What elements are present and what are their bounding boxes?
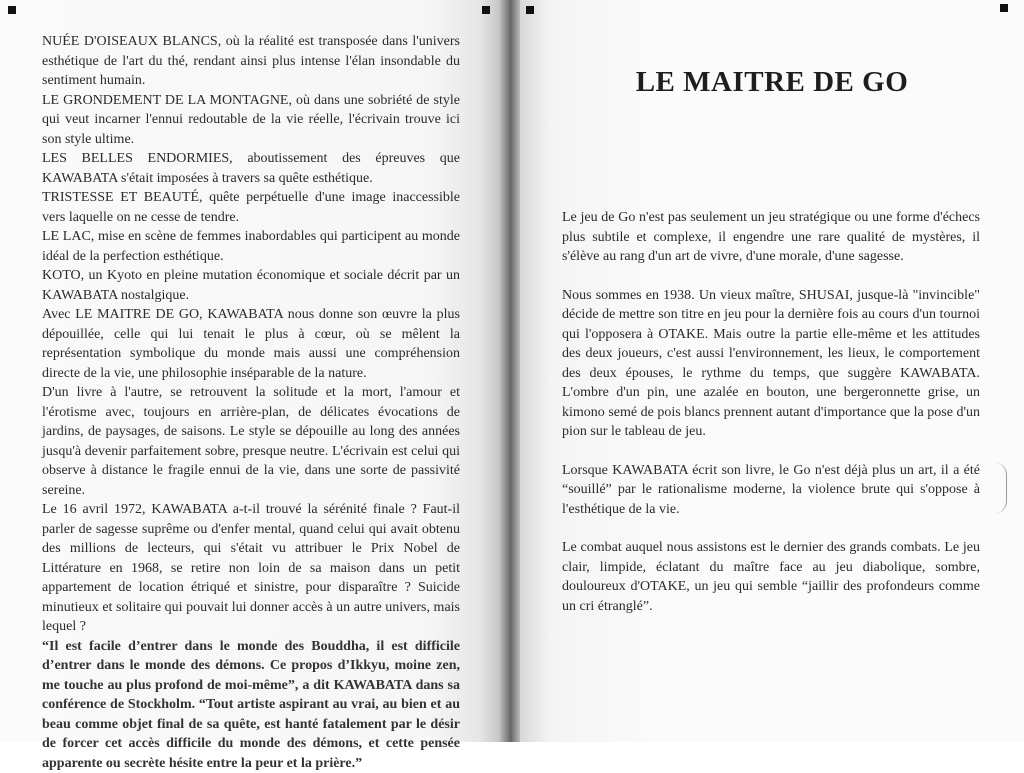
registration-mark — [1000, 4, 1008, 12]
page-title: LE MAITRE DE GO — [520, 66, 1024, 99]
right-page — [520, 0, 1024, 742]
paragraph: LES BELLES ENDORMIES, aboutissement des épreuves que KAWABATA s'était imposées à travers sa quête esthétique. — [42, 149, 460, 188]
registration-mark — [8, 6, 16, 14]
paragraph: Le 16 avril 1972, KAWABATA a-t-il trouvé la sérénité finale ? Faut-il parler de sagesse suprême ou d'enfer mental, quand celui qui avait obtenu des millions de lecteurs, qui s'était vu attribuer le Prix Nobel de Littérature en 1968, se retire non loin de sa maison dans un petit appartement de location étriqué et sinistre, pour disparaître ? Suicide minutieux et solitaire qui pouvait lui donner accès à un autre univers, mais lequel ? — [42, 500, 460, 637]
paragraph: LE LAC, mise en scène de femmes inabordables qui participent au monde idéal de la perfection esthétique. — [42, 227, 460, 266]
paragraph: Le jeu de Go n'est pas seulement un jeu stratégique ou une forme d'échecs plus subtile et complexe, il engendre une rare qualité de mystères, il s'élève au rang d'un art de vivre, d'une morale, d'une sagesse. — [562, 208, 980, 267]
paragraph: NUÉE D'OISEAUX BLANCS, où la réalité est transposée dans l'univers esthétique de l'art du thé, rendant ainsi plus intense l'élan insondable du sentiment humain. — [42, 32, 460, 91]
right-text-column — [562, 208, 980, 635]
bracket-mark — [994, 462, 1007, 514]
left-page — [0, 0, 505, 742]
paragraph: D'un livre à l'autre, se retrouvent la solitude et la mort, l'amour et l'érotisme avec, toujours en arrière-plan, de délicates évocations de jardins, de paysages, de saisons. Le style se dépouille au long des années jusqu'à devenir parfaitement sobre, presque neutre. L'écrivain est celui qui observe à distance le fragile ennui de la vie, dans une sorte de passivité sereine. — [42, 383, 460, 500]
left-text-column — [42, 32, 460, 773]
paragraph: TRISTESSE ET BEAUTÉ, quête perpétuelle d'une image inaccessible vers laquelle on ne cesse de tendre. — [42, 188, 460, 227]
paragraph: Le combat auquel nous assistons est le dernier des grands combats. Le jeu clair, limpide, éclatant du maître face au jeu diabolique, sombre, douloureux d'OTAKE, un jeu qui semble “jaillir des profondeurs comme un cri étranglé”. — [562, 538, 980, 616]
paragraph: Avec LE MAITRE DE GO, KAWABATA nous donne son œuvre la plus dépouillée, celle qui lui tenait le plus à cœur, où se mêlent la représentation symbolique du monde mais aussi une compréhension directe de la vie, une philosophie inséparable de la nature. — [42, 305, 460, 383]
quote-paragraph: “Il est facile d’entrer dans le monde des Bouddha, il est difficile d’entrer dans le monde des démons. Ce propos d’Ikkyu, moine zen, me touche au plus profond de moi-même”, a dit KAWABATA dans sa conférence de Stockholm. “Tout artiste aspirant au vrai, au bien et au beau comme objet final de sa quête, est hanté fatalement par le désir de forcer cet accès difficile du monde des démons, et cette pensée apparente ou secrète hésite entre la peur et la prière.” — [42, 637, 460, 773]
paragraph: KOTO, un Kyoto en pleine mutation économique et sociale décrit par un KAWABATA nostalgique. — [42, 266, 460, 305]
paragraph: Lorsque KAWABATA écrit son livre, le Go n'est déjà plus un art, il a été “souillé” par le rationalisme moderne, la violence brute qui s'oppose à l'esthétique de la vie. — [562, 461, 980, 520]
registration-mark — [482, 6, 490, 14]
registration-mark — [526, 6, 534, 14]
paragraph: LE GRONDEMENT DE LA MONTAGNE, où dans une sobriété de style qui veut incarner l'ennui redoutable de la vie réelle, l'écrivain trouve ici son style ultime. — [42, 91, 460, 150]
paragraph: Nous sommes en 1938. Un vieux maître, SHUSAI, jusque-là "invincible" décide de mettre son titre en jeu pour la dernière fois au cours d'un tournoi qui l'opposera à OTAKE. Mais outre la partie elle-même et les attitudes des deux joueurs, c'est aussi l'environnement, les lieux, le comportement des deux épouses, le rythme du temps, que suggère KAWABATA. L'ombre d'un pin, une azalée en bouton, une bergeronnette grise, un kimono semé de pois blancs prennent autant d'importance que la pose d'un pion sur le tableau de jeu. — [562, 286, 980, 442]
